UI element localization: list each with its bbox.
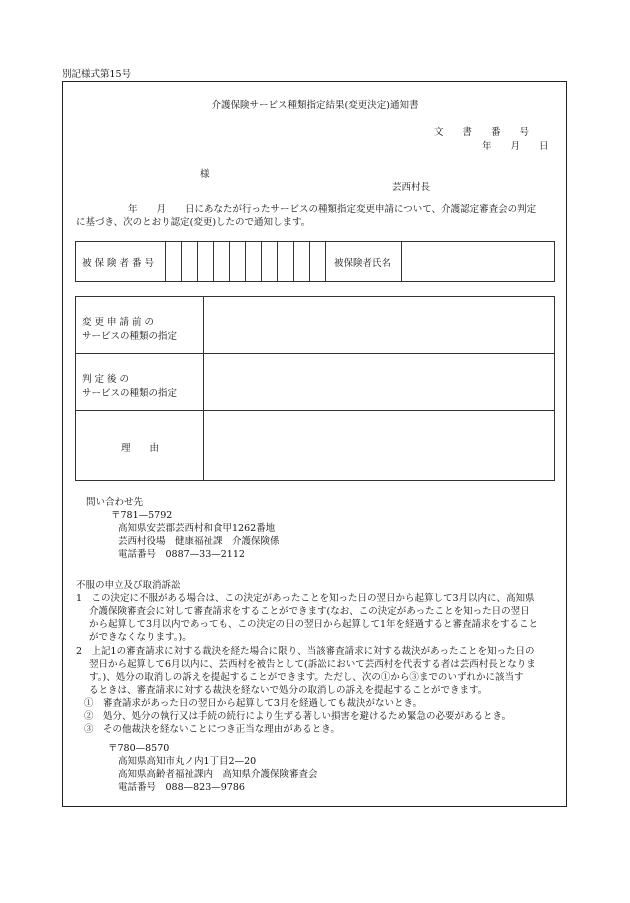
- insured-number-label-cell: [76, 242, 166, 281]
- insured-number-box-6: [246, 242, 262, 281]
- document-title: 介護保険サービス種類指定結果(変更決定)通知書: [211, 100, 419, 111]
- contact-phone: 電話番号 0887—33—2112: [118, 549, 245, 560]
- after-judgment-row: [76, 354, 554, 411]
- appeal-postal: 〒780—8570: [108, 743, 170, 754]
- insured-number-box-7: [262, 242, 278, 281]
- addressee-suffix: 様: [200, 169, 210, 180]
- appeal-office: 高知県高齢者福祉課内 高知県介護保険審査会: [118, 769, 318, 780]
- insured-number-box-4: [214, 242, 230, 281]
- appeal-paragraph-1-line-2: 介護保険審査会に対して審査請求をすることができます(なお、この決定があったことを知った日の翌日: [89, 606, 530, 617]
- document-number-label: 文 書 番 号: [434, 127, 530, 138]
- appeal-paragraph-2-line-1: 2 上記1の審査請求に対する裁決を経た場合に限り、当該審査請求に対する裁決があったことを知った日の: [76, 646, 535, 657]
- appeal-paragraph-1-line-1: 1 この決定に不服がある場合は、この決定があったことを知った日の翌日から起算して3月以内に、高知県: [76, 593, 535, 604]
- appeal-paragraph-1-line-3: から起算して3月以内であっても、この決定の日の翌日から起算して1年を経過すると審査請求をすること: [89, 619, 538, 630]
- before-change-row: [76, 297, 554, 354]
- sender-name: 芸西村長: [392, 182, 431, 193]
- appeal-item-3: ③ その他裁決を経ないことにつき正当な理由があるとき。: [84, 724, 340, 735]
- form-number: 別記様式第15号: [62, 69, 132, 80]
- reason-row: [76, 411, 554, 480]
- insured-number-box-9: [294, 242, 310, 281]
- reason-label: 理 由: [120, 443, 159, 454]
- appeal-paragraph-1-line-4: ができなくなります。)。: [89, 632, 192, 643]
- after-judgment-label-cell: [76, 354, 204, 410]
- appeal-paragraph-2-line-4: るときは、審査請求に対する裁決を経ないで処分の取消しの訴えを提起することができます。: [89, 685, 488, 696]
- insured-number-box-8: [278, 242, 294, 281]
- before-change-label-2: サービスの種類の指定: [82, 331, 178, 342]
- contact-postal: 〒781—5792: [111, 510, 173, 521]
- after-judgment-label-1: 判定後の: [82, 374, 133, 385]
- intro-line-2: に基づき、次のとおり認定(変更)したので通知します。: [76, 217, 311, 228]
- contact-office: 芸西村役場 健康福祉課 介護保険係: [118, 536, 280, 547]
- insured-number-box-10: [310, 242, 326, 281]
- insured-number-label: 被保険者番号: [82, 257, 158, 269]
- after-judgment-label-2: サービスの種類の指定: [82, 388, 178, 399]
- appeal-heading: 不服の申立及び取消訴訟: [76, 580, 181, 591]
- date-label: 年 月 日: [482, 141, 549, 152]
- reason-label-cell: [76, 411, 204, 480]
- contact-address: 高知県安芸郡芸西村和食甲1262番地: [118, 523, 276, 534]
- before-change-label-cell: [76, 297, 204, 353]
- insured-number-box-5: [230, 242, 246, 281]
- insured-name-value-cell: [402, 242, 554, 281]
- insured-number-box-3: [198, 242, 214, 281]
- appeal-item-1: ① 審査請求があった日の翌日から起算して3月を経過しても裁決がないとき。: [84, 698, 423, 709]
- appeal-paragraph-2-line-2: 翌日から起算して6月以内に、芸西村を被告として(訴訟において芸西村を代表する者は芸西村長となりま: [89, 659, 536, 670]
- appeal-item-2: ② 処分、処分の執行又は手続の続行により生ずる著しい損害を避けるため緊急の必要があるとき。: [84, 711, 512, 722]
- insured-number-box-2: [182, 242, 198, 281]
- appeal-phone: 電話番号 088—823—9786: [118, 782, 245, 793]
- insured-number-box-1: [166, 242, 182, 281]
- intro-line-1: 年 月 日にあなたが行ったサービスの種類指定変更申請について、介護認定審査会の判定: [128, 204, 537, 215]
- contact-heading: 問い合わせ先: [86, 497, 144, 508]
- insured-name-label: 被保険者氏名: [334, 257, 392, 269]
- insured-name-label-cell: [326, 242, 402, 281]
- appeal-paragraph-2-line-3: す。)、処分の取消しの訴えを提起することができます。ただし、次の①から③までのいずれかに該当す: [89, 672, 524, 683]
- appeal-address: 高知県高知市丸ノ内1丁目2—20: [118, 756, 257, 767]
- before-change-label-1: 変更申請前の: [82, 317, 158, 328]
- service-designation-table: [75, 296, 555, 481]
- insured-info-table: [75, 241, 555, 282]
